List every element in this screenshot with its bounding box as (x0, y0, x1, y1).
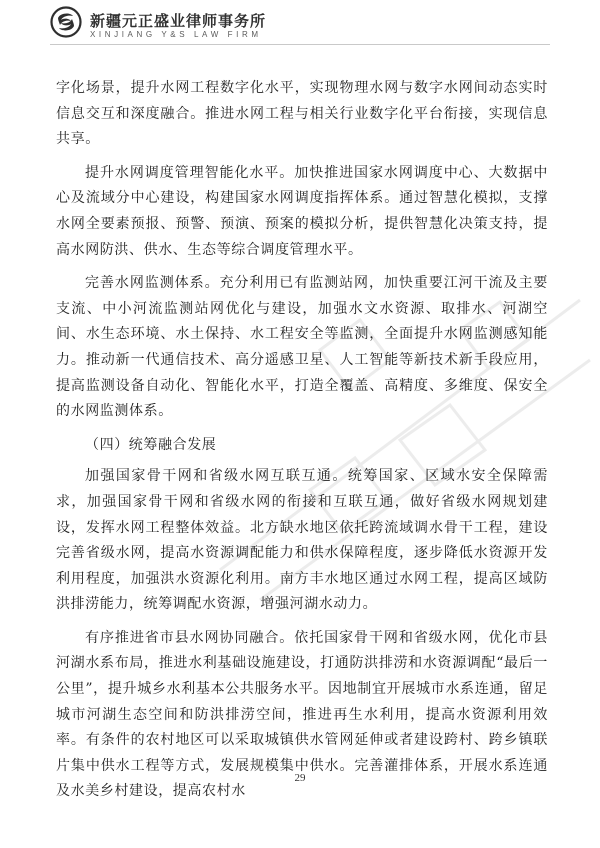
header-divider (50, 44, 550, 45)
paragraph-continuation: 字化场景，提升水网工程数字化水平，实现物理水网与数字水网间动态实时信息交互和深度融合。推进水网工程与相关行业数字化平台衔接，实现信息共享。 (56, 80, 548, 148)
paragraph-interconnection: 加强国家骨干网和省级水网互联互通。统筹国家、区域水安全保障需求，加强国家骨干网和省级水网的衔接和互联互通，做好省级水网规划建设，发挥水网工程整体效益。北方缺水地区依托跨流域调水骨干工程，建设完善省级水网，提高水资源调配能力和供水保障程度，逐步降低水资源开发利用程度，加强洪水资源化利用。南方丰水地区通过水网工程，提高区域防洪排涝能力，统筹调配水资源，增强河湖水动力。 (56, 468, 548, 613)
firm-name-en: XINJIANG Y&S LAW FIRM (90, 30, 262, 39)
firm-name-cn: 新疆元正盛业律师事务所 (90, 12, 267, 30)
paragraph-monitoring-system: 完善水网监测体系。充分利用已有监测站网，加快重要江河干流及主要支流、中小河流监测站网优化与建设，加强水文水资源、取排水、河湖空间、水生态环境、水土保持、水工程安全等监测，全面提升水网监测感知能力。推动新一代通信技术、高分遥感卫星、人工智能等新技术新手段应用，提高监测设备自动化、智能化水平，打造全覆盖、高精度、多维度、保安全的水网监测体系。 (56, 275, 548, 420)
section-heading: （四）统筹融合发展 (85, 436, 217, 453)
paragraph-dispatch-management: 提升水网调度管理智能化水平。加快推进国家水网调度中心、大数据中心及流域分中心建设，构建国家水网调度指挥体系。通过智慧化模拟，支撑水网全要素预报、预警、预演、预案的模拟分析，提供智慧化决策支持，提高水网防洪、供水、生态等综合调度管理水平。 (56, 164, 548, 258)
paragraph-coordinated-integration: 有序推进省市县水网协同融合。依托国家骨干网和省级水网，优化市县河湖水系布局，推进水利基础设施建设，打通防洪排涝和水资源调配“最后一公里”，提升城乡水利基本公共服务水平。因地制宜开展城市水系连通，留足城市河湖生态空间和防洪排涝空间，推进再生水利用，提高水资源利用效率。有条件的农村地区可以采取城镇供水管网延伸或者建设跨村、跨乡镇联片集中供水工程等方式，发展规模集中供水。完善灌排体系，开展水系连通及水美乡村建设，提高农村水 (56, 629, 548, 800)
document-body (56, 76, 548, 813)
page-header (50, 6, 570, 46)
firm-logo-icon (50, 6, 82, 38)
page-number: 29 (294, 772, 306, 784)
